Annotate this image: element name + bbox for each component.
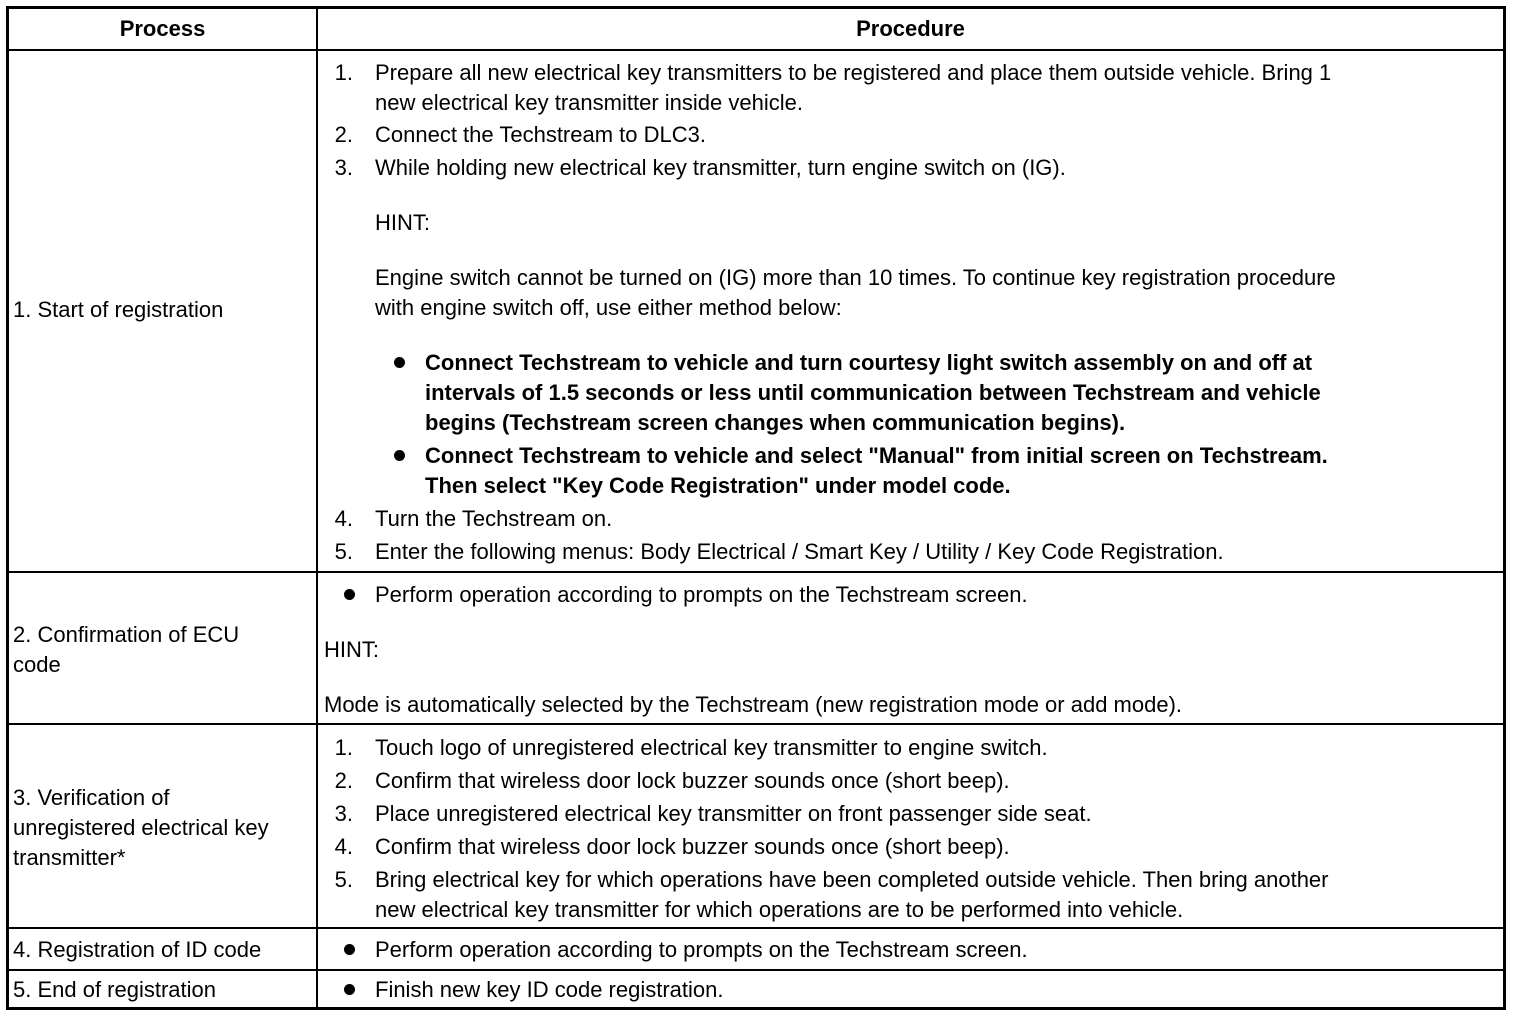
bullet-icon — [344, 589, 355, 600]
step-text: Turn the Techstream on. — [375, 506, 613, 531]
step-text: Prepare all new electrical key transmitters to be registered and place them outside vehicle. Bring 1 — [375, 60, 1332, 85]
procedure-cell-4 — [318, 929, 1503, 969]
procedure-table — [6, 6, 1506, 1010]
header-process: Process — [119, 16, 206, 41]
bullet-text: Connect Techstream to vehicle and turn courtesy light switch assembly on and off at — [425, 350, 1313, 375]
step-number: 3. — [334, 155, 353, 180]
table-header-row — [9, 9, 1503, 51]
step-number: 5. — [334, 867, 353, 892]
hint-text: Mode is automatically selected by the Techstream (new registration mode or add mode). — [324, 692, 1183, 717]
step-number: 4. — [334, 506, 353, 531]
header-procedure: Procedure — [856, 16, 965, 41]
step-text: Enter the following menus: Body Electrical / Smart Key / Utility / Key Code Registration. — [375, 539, 1224, 564]
step-text: Touch logo of unregistered electrical key transmitter to engine switch. — [375, 735, 1048, 760]
process-label: transmitter* — [13, 845, 126, 870]
procedure-cell-5 — [318, 971, 1503, 1007]
step-number: 1. — [334, 60, 353, 85]
table-row-2 — [9, 573, 1503, 725]
step-text: Bring electrical key for which operations have been completed outside vehicle. Then bring another — [375, 867, 1329, 892]
process-label: code — [13, 652, 61, 677]
header-process-cell — [9, 9, 318, 49]
process-cell-5 — [9, 971, 318, 1007]
bullet-text: Perform operation according to prompts on the Techstream screen. — [375, 937, 1028, 962]
bullet-text: intervals of 1.5 seconds or less until communication between Techstream and vehicle — [425, 380, 1321, 405]
bullet-text: Connect Techstream to vehicle and select "Manual" from initial screen on Techstream. — [425, 443, 1328, 468]
step-text: Confirm that wireless door lock buzzer sounds once (short beep). — [375, 834, 1010, 859]
bullet-text: Perform operation according to prompts on the Techstream screen. — [375, 582, 1028, 607]
header-procedure-cell — [318, 9, 1503, 49]
step-number: 5. — [334, 539, 353, 564]
process-cell-2 — [9, 573, 318, 723]
step-text: new electrical key transmitter inside vehicle. — [375, 90, 803, 115]
bullet-icon — [344, 984, 355, 995]
process-label: 1. Start of registration — [13, 297, 224, 322]
hint-text: with engine switch off, use either method below: — [375, 295, 842, 320]
bullet-text: Then select "Key Code Registration" under model code. — [425, 473, 1011, 498]
process-cell-3 — [9, 725, 318, 927]
procedure-cell-2 — [318, 573, 1503, 723]
procedure-cell-1 — [318, 51, 1503, 571]
bullet-icon — [394, 450, 405, 461]
step-number: 4. — [334, 834, 353, 859]
step-number: 3. — [334, 801, 353, 826]
bullet-text: Finish new key ID code registration. — [375, 977, 724, 1002]
process-cell-4 — [9, 929, 318, 969]
process-label: 5. End of registration — [13, 977, 217, 1002]
step-number: 1. — [334, 735, 353, 760]
table-row-1 — [9, 51, 1503, 573]
table-row-3 — [9, 725, 1503, 929]
step-number: 2. — [334, 768, 353, 793]
bullet-text: begins (Techstream screen changes when communication begins). — [425, 410, 1126, 435]
table-row-5 — [9, 971, 1503, 1007]
process-label: 3. Verification of — [13, 785, 170, 810]
bullet-icon — [394, 357, 405, 368]
step-text: Place unregistered electrical key transmitter on front passenger side seat. — [375, 801, 1092, 826]
step-text: Confirm that wireless door lock buzzer sounds once (short beep). — [375, 768, 1010, 793]
process-label: unregistered electrical key — [13, 815, 269, 840]
step-text: While holding new electrical key transmitter, turn engine switch on (IG). — [375, 155, 1066, 180]
table-row-4 — [9, 929, 1503, 971]
bullet-icon — [344, 944, 355, 955]
process-label: 4. Registration of ID code — [13, 937, 262, 962]
hint-label: HINT: — [375, 210, 430, 235]
step-text: Connect the Techstream to DLC3. — [375, 122, 706, 147]
hint-text: Engine switch cannot be turned on (IG) more than 10 times. To continue key registration procedure — [375, 265, 1336, 290]
hint-label: HINT: — [324, 637, 379, 662]
step-number: 2. — [334, 122, 353, 147]
procedure-cell-3 — [318, 725, 1503, 927]
step-text: new electrical key transmitter for which operations are to be performed into vehicle. — [375, 897, 1184, 922]
process-label: 2. Confirmation of ECU — [13, 622, 240, 647]
process-cell-1 — [9, 51, 318, 571]
